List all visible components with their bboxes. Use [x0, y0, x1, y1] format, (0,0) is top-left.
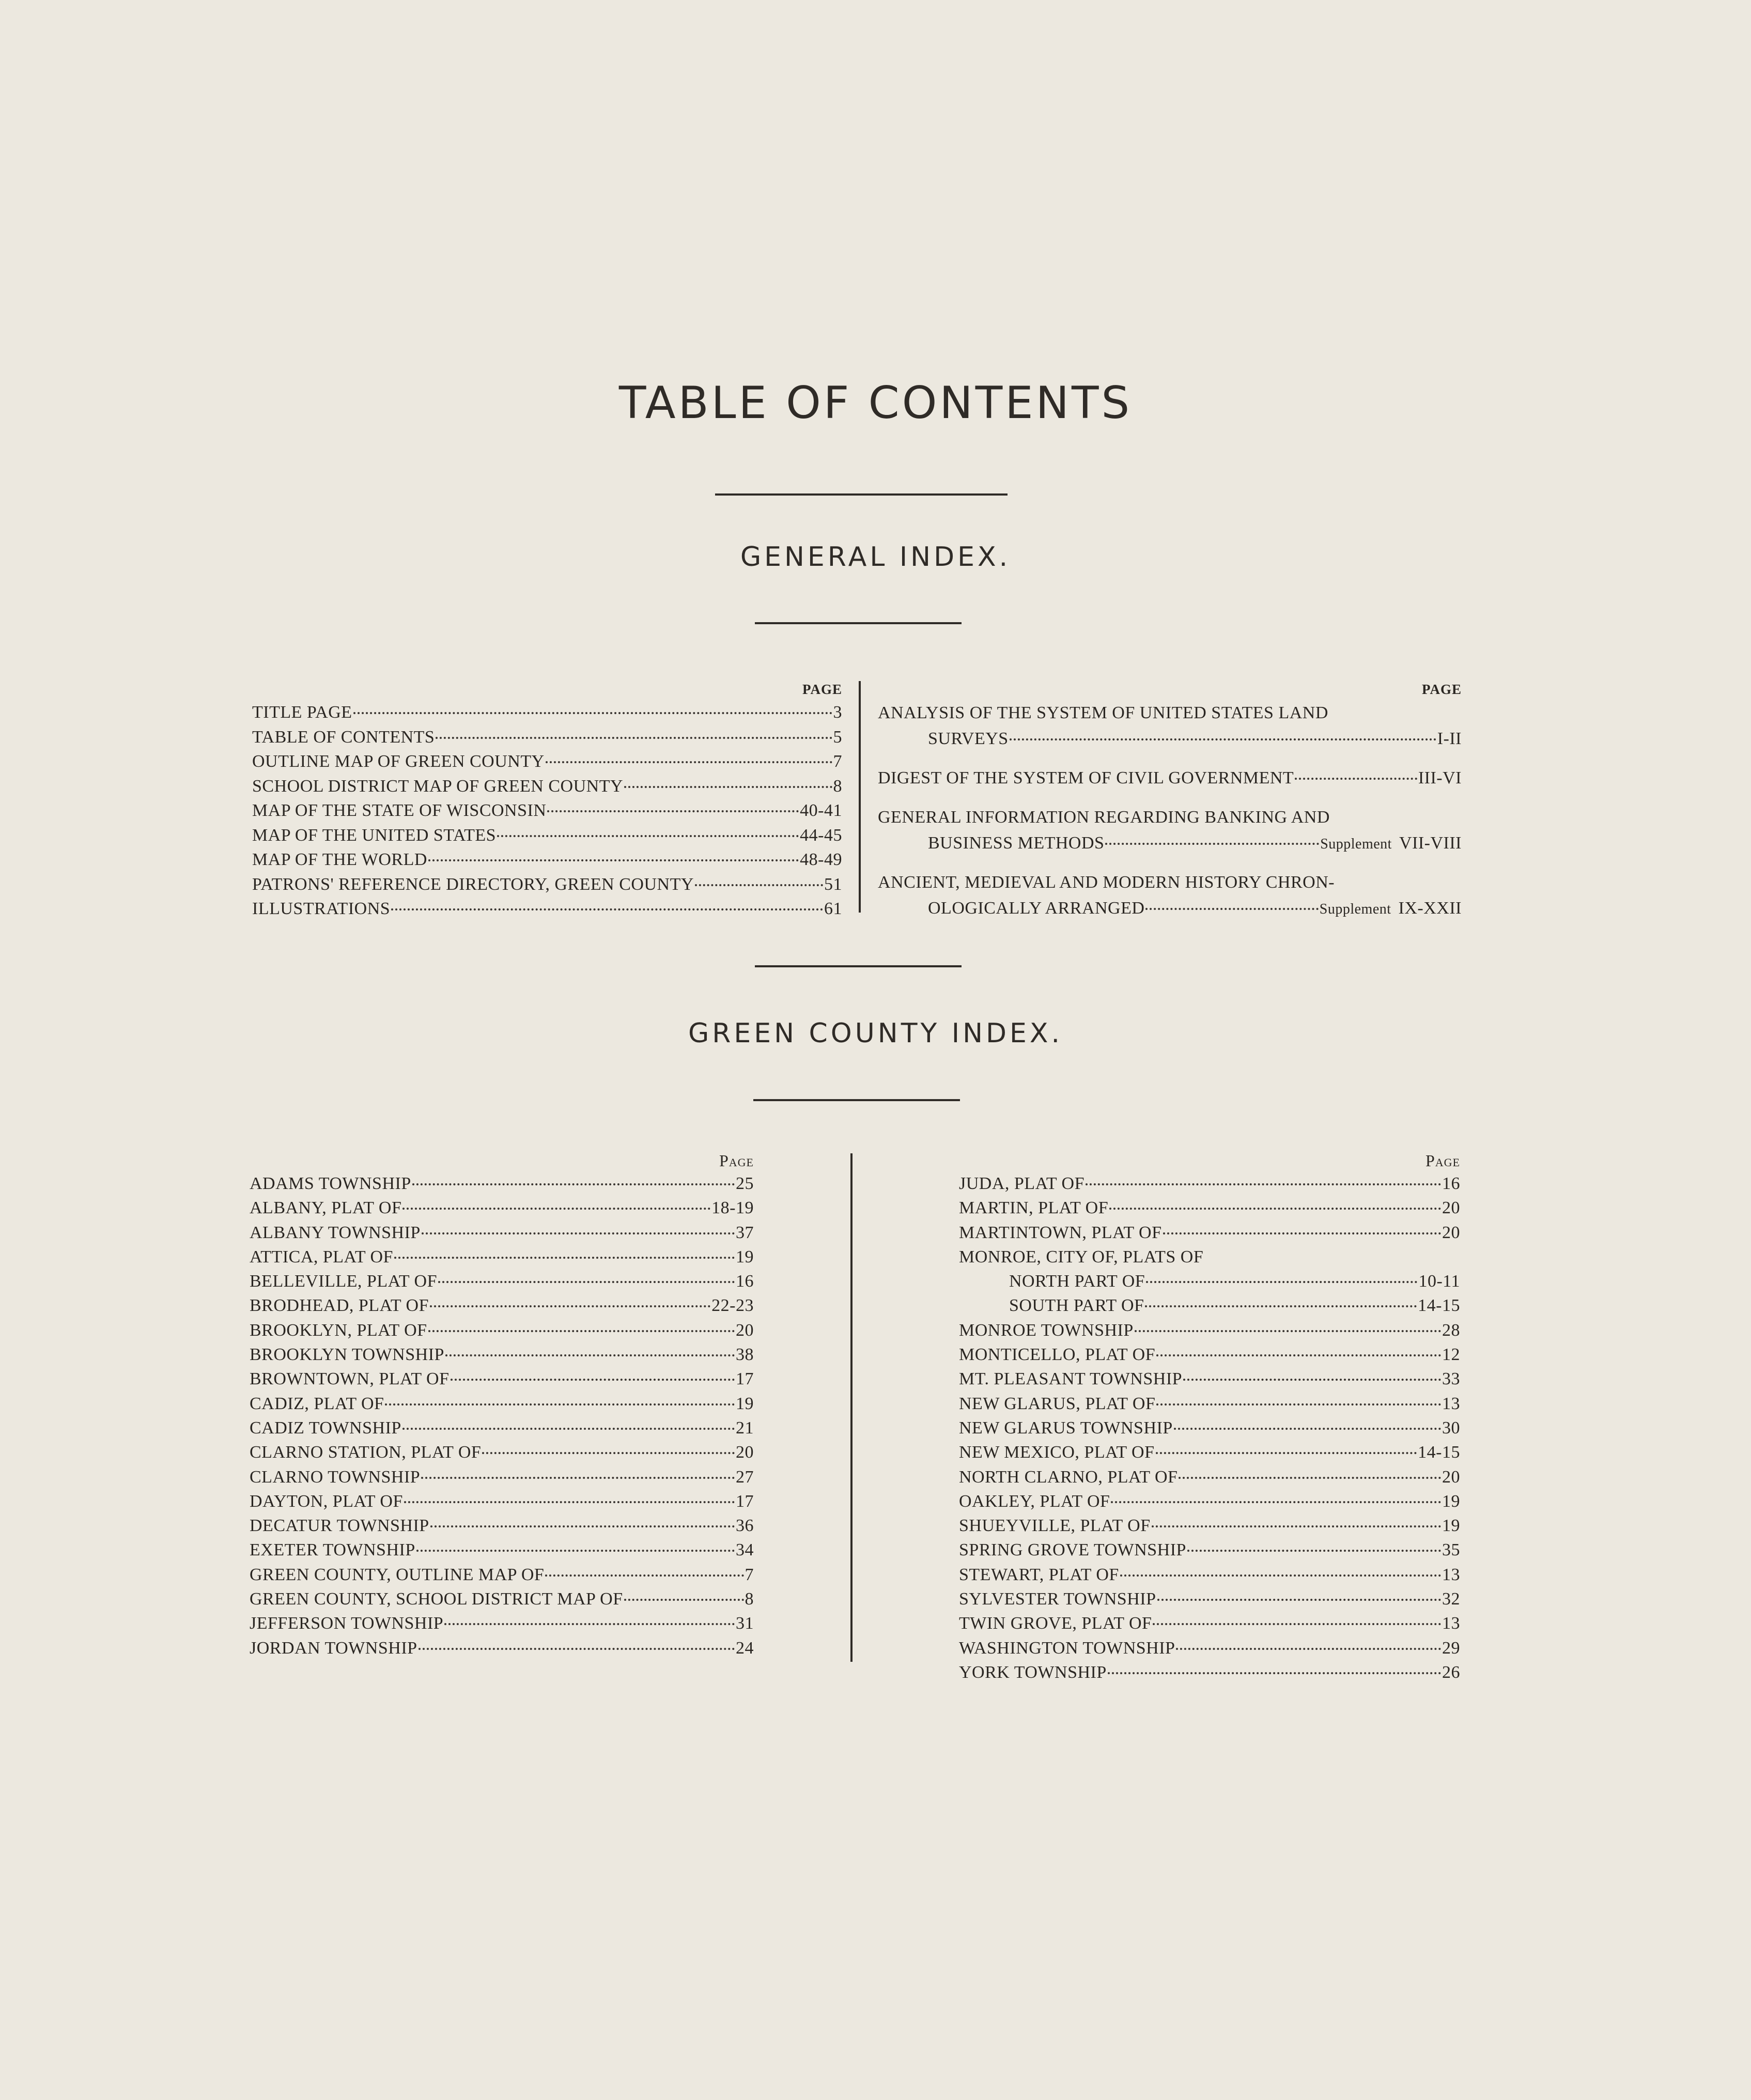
entry-page: IX-XXII — [1398, 899, 1462, 918]
dot-leader — [1109, 1208, 1441, 1210]
entry-label: MARTIN, PLAT OF — [959, 1198, 1109, 1218]
general-index-divider — [859, 681, 861, 913]
entry-page: 19 — [1442, 1491, 1460, 1511]
dot-leader — [1105, 843, 1319, 845]
entry-label: OUTLINE MAP OF GREEN COUNTY — [252, 752, 545, 771]
entry-page: 31 — [736, 1614, 754, 1633]
index-entry — [252, 700, 842, 725]
dot-leader — [1086, 1183, 1441, 1185]
entry-label: MONROE TOWNSHIP — [959, 1320, 1134, 1340]
index-entry — [959, 1465, 1460, 1489]
entry-page: 40-41 — [800, 801, 842, 820]
index-entry — [250, 1563, 754, 1587]
index-entry — [252, 725, 842, 750]
entry-page: 28 — [1442, 1320, 1460, 1340]
entry-label: CLARNO TOWNSHIP — [250, 1467, 421, 1487]
index-entry — [250, 1489, 754, 1514]
general-index-right-column — [878, 678, 1462, 935]
entry-label: JORDAN TOWNSHIP — [250, 1638, 417, 1658]
entry-label: SHUEYVILLE, PLAT OF — [959, 1516, 1151, 1536]
entry-label: SYLVESTER TOWNSHIP — [959, 1589, 1156, 1609]
dot-leader — [1135, 1330, 1441, 1332]
entry-label: BRODHEAD, PLAT OF — [250, 1296, 429, 1316]
entry-page: 32 — [1442, 1589, 1460, 1609]
entry-page: VII-VIII — [1399, 833, 1462, 853]
entry-page: 20 — [736, 1320, 754, 1340]
index-entry — [959, 1514, 1460, 1538]
entry-label: BUSINESS METHODS — [928, 833, 1105, 853]
entry-label-line: GENERAL INFORMATION REGARDING BANKING AND — [878, 808, 1330, 827]
entry-label: MONTICELLO, PLAT OF — [959, 1345, 1156, 1365]
page-column-header: PAGE — [802, 682, 842, 697]
index-entry — [250, 1171, 754, 1196]
entry-label: JUDA, PLAT OF — [959, 1174, 1084, 1193]
dot-leader — [353, 712, 832, 714]
page-column-header: Page — [719, 1151, 754, 1170]
dot-leader — [1295, 778, 1417, 780]
general-index-heading: GENERAL INDEX. — [740, 542, 1011, 573]
dot-leader — [419, 1648, 735, 1650]
general-index-rule-top — [755, 622, 962, 624]
dot-leader — [421, 1477, 735, 1479]
index-entry — [250, 1538, 754, 1562]
dot-leader — [416, 1550, 735, 1552]
entry-label: TWIN GROVE, PLAT OF — [959, 1614, 1152, 1633]
general-index-right-list — [878, 700, 1462, 921]
dot-leader — [1157, 1599, 1442, 1601]
entry-label-line: ANALYSIS OF THE SYSTEM OF UNITED STATES LAND — [878, 703, 1328, 722]
entry-label: BROOKLYN TOWNSHIP — [250, 1345, 444, 1365]
index-entry — [959, 1440, 1460, 1464]
entry-label: ALBANY TOWNSHIP — [250, 1223, 421, 1242]
entry-page: 14-15 — [1418, 1296, 1460, 1316]
entry-label: MAP OF THE STATE OF WISCONSIN — [252, 801, 547, 820]
general-index-left-list — [252, 700, 842, 921]
entry-page: 29 — [1442, 1638, 1460, 1658]
index-entry — [959, 1636, 1460, 1660]
dot-leader — [428, 1330, 735, 1332]
dot-leader — [1145, 1305, 1417, 1307]
dot-leader — [394, 1257, 735, 1259]
entry-line — [878, 765, 1462, 791]
entry-page: 37 — [736, 1223, 754, 1242]
entry-page: 25 — [736, 1174, 754, 1193]
entry-label: OAKLEY, PLAT OF — [959, 1491, 1110, 1511]
dot-leader — [430, 1305, 710, 1307]
entry-label: GREEN COUNTY, OUTLINE MAP OF — [250, 1565, 545, 1584]
index-entry — [959, 1611, 1460, 1635]
entry-label: ALBANY, PLAT OF — [250, 1198, 402, 1218]
entry-label: DIGEST OF THE SYSTEM OF CIVIL GOVERNMENT — [878, 768, 1294, 788]
entry-label: MAP OF THE UNITED STATES — [252, 825, 497, 845]
entry-label: BROOKLYN, PLAT OF — [250, 1320, 427, 1340]
entry-label-line: ANCIENT, MEDIEVAL AND MODERN HISTORY CHRON- — [878, 873, 1335, 892]
entry-label: ILLUSTRATIONS — [252, 899, 391, 918]
index-entry — [250, 1465, 754, 1489]
entry-page: 7 — [745, 1565, 754, 1584]
entry-page: 21 — [736, 1418, 754, 1438]
index-entry — [959, 1489, 1460, 1514]
index-entry — [959, 1587, 1460, 1611]
entry-page: 38 — [736, 1345, 754, 1365]
entry-label: NEW GLARUS, PLAT OF — [959, 1394, 1156, 1413]
general-index-entry — [878, 870, 1462, 921]
green-county-index-divider — [850, 1153, 853, 1662]
general-index-left-column — [252, 678, 842, 921]
index-entry — [252, 897, 842, 921]
dot-leader — [1120, 1574, 1441, 1577]
index-entry — [252, 749, 842, 774]
entry-page: 26 — [1442, 1662, 1460, 1682]
entry-label: OLOGICALLY ARRANGED — [928, 899, 1145, 918]
entry-label: EXETER TOWNSHIP — [250, 1540, 415, 1560]
dot-leader — [422, 1232, 735, 1234]
entry-page: 13 — [1442, 1565, 1460, 1584]
index-entry — [959, 1293, 1460, 1318]
dot-leader — [1183, 1379, 1441, 1381]
entry-page: 30 — [1442, 1418, 1460, 1438]
index-entry — [250, 1587, 754, 1611]
dot-leader — [497, 835, 799, 837]
dot-leader — [1156, 1452, 1417, 1454]
entry-label: CADIZ TOWNSHIP — [250, 1418, 401, 1438]
entry-label: BROWNTOWN, PLAT OF — [250, 1369, 450, 1389]
dot-leader — [404, 1501, 735, 1503]
dot-leader — [391, 908, 823, 910]
index-entry — [252, 847, 842, 872]
entry-page: 44-45 — [800, 825, 842, 845]
entry-page: 13 — [1442, 1394, 1460, 1413]
entry-page: I-II — [1437, 729, 1462, 748]
dot-leader — [451, 1379, 735, 1381]
index-entry — [250, 1392, 754, 1416]
entry-page: 16 — [736, 1272, 754, 1291]
entry-label: PATRONS' REFERENCE DIRECTORY, GREEN COUNTY — [252, 874, 694, 894]
entry-page: 24 — [736, 1638, 754, 1658]
entry-label: NEW MEXICO, PLAT OF — [959, 1443, 1155, 1462]
page-column-header: PAGE — [1422, 682, 1462, 697]
dot-leader — [1108, 1672, 1441, 1674]
dot-leader — [428, 859, 799, 861]
dot-leader — [624, 786, 832, 788]
index-entry — [959, 1171, 1460, 1196]
entry-label: WASHINGTON TOWNSHIP — [959, 1638, 1175, 1658]
general-index-rule-bottom — [755, 965, 962, 967]
entry-line — [878, 830, 1462, 856]
index-entry — [250, 1611, 754, 1635]
entry-page: 10-11 — [1418, 1272, 1460, 1291]
dot-leader — [1156, 1354, 1441, 1356]
entry-label: TITLE PAGE — [252, 703, 352, 722]
dot-leader — [402, 1208, 710, 1210]
dot-leader — [438, 1281, 735, 1283]
dot-leader — [1145, 908, 1318, 910]
entry-page: 8 — [833, 776, 842, 796]
entry-page: 48-49 — [800, 850, 842, 869]
index-entry — [250, 1416, 754, 1440]
entry-page: 19 — [736, 1247, 754, 1267]
dot-leader — [1153, 1623, 1441, 1625]
index-entry — [959, 1416, 1460, 1440]
entry-label: TABLE OF CONTENTS — [252, 727, 435, 747]
dot-leader — [545, 1574, 743, 1577]
entry-label: GREEN COUNTY, SCHOOL DISTRICT MAP OF — [250, 1589, 623, 1609]
dot-leader — [1152, 1525, 1441, 1527]
entry-page: 19 — [1442, 1516, 1460, 1536]
index-entry — [959, 1196, 1460, 1220]
entry-page: 20 — [1442, 1223, 1460, 1242]
index-entry — [959, 1367, 1460, 1391]
dot-leader — [430, 1525, 735, 1527]
entry-page: 20 — [1442, 1198, 1460, 1218]
entry-note: Supplement — [1319, 901, 1391, 917]
index-entry — [252, 774, 842, 799]
entry-page: 34 — [736, 1540, 754, 1560]
entry-label: NEW GLARUS TOWNSHIP — [959, 1418, 1173, 1438]
index-entry — [959, 1342, 1460, 1367]
entry-page: 7 — [833, 752, 842, 771]
entry-label: SPRING GROVE TOWNSHIP — [959, 1540, 1186, 1560]
index-entry — [959, 1221, 1460, 1245]
entry-page: 61 — [824, 899, 842, 918]
index-entry-heading: MONROE, CITY OF, PLATS OF — [959, 1247, 1204, 1267]
index-entry — [252, 823, 842, 848]
entry-label: DAYTON, PLAT OF — [250, 1491, 403, 1511]
general-index-entry — [878, 700, 1462, 752]
index-entry — [250, 1318, 754, 1342]
green-county-index-heading: GREEN COUNTY INDEX. — [688, 1018, 1063, 1049]
entry-page: III-VI — [1418, 768, 1462, 788]
dot-leader — [624, 1599, 744, 1601]
entry-page: 51 — [824, 874, 842, 894]
index-entry — [250, 1514, 754, 1538]
dot-leader — [1146, 1281, 1417, 1283]
entry-label: NORTH PART OF — [1009, 1272, 1145, 1291]
dot-leader — [695, 884, 823, 886]
entry-note: Supplement — [1320, 836, 1392, 852]
entry-label: MARTINTOWN, PLAT OF — [959, 1223, 1162, 1242]
green-county-index-left-list — [250, 1171, 754, 1660]
entry-page: 19 — [736, 1394, 754, 1413]
entry-label: ADAMS TOWNSHIP — [250, 1174, 411, 1193]
index-entry — [959, 1269, 1460, 1293]
entry-label: CLARNO STATION, PLAT OF — [250, 1443, 482, 1462]
general-index-entry — [878, 765, 1462, 791]
entry-label: SURVEYS — [928, 729, 1009, 748]
entry-line — [878, 726, 1462, 752]
entry-page: 5 — [833, 727, 842, 747]
index-entry — [252, 798, 842, 823]
index-entry — [959, 1538, 1460, 1562]
entry-label: MT. PLEASANT TOWNSHIP — [959, 1369, 1183, 1389]
dot-leader — [412, 1183, 735, 1185]
entry-label: STEWART, PLAT OF — [959, 1565, 1119, 1584]
dot-leader — [546, 761, 832, 763]
entry-label: JEFFERSON TOWNSHIP — [250, 1614, 444, 1633]
dot-leader — [1010, 738, 1436, 740]
index-entry — [250, 1221, 754, 1245]
entry-label: BELLEVILLE, PLAT OF — [250, 1272, 438, 1291]
dot-leader — [444, 1623, 735, 1625]
index-entry — [959, 1660, 1460, 1685]
entry-label: DECATUR TOWNSHIP — [250, 1516, 429, 1536]
index-entry — [250, 1269, 754, 1293]
dot-leader — [1163, 1232, 1442, 1234]
dot-leader — [1176, 1648, 1441, 1650]
entry-page: 27 — [736, 1467, 754, 1487]
dot-leader — [445, 1354, 735, 1356]
entry-page: 16 — [1442, 1174, 1460, 1193]
entry-page: 12 — [1442, 1345, 1460, 1365]
page-title: TABLE OF CONTENTS — [618, 377, 1133, 429]
entry-page: 22-23 — [711, 1296, 754, 1316]
entry-page: 17 — [736, 1369, 754, 1389]
green-county-index-left-column — [250, 1150, 754, 1660]
entry-label: ATTICA, PLAT OF — [250, 1247, 393, 1267]
entry-page: 20 — [1442, 1467, 1460, 1487]
entry-page: 3 — [833, 703, 842, 722]
entry-page: 20 — [736, 1443, 754, 1462]
index-entry — [250, 1342, 754, 1367]
index-entry — [250, 1367, 754, 1391]
entry-label: NORTH CLARNO, PLAT OF — [959, 1467, 1178, 1487]
index-entry — [250, 1636, 754, 1660]
entry-label: YORK TOWNSHIP — [959, 1662, 1107, 1682]
green-county-index-right-list — [959, 1171, 1460, 1685]
index-entry — [959, 1392, 1460, 1416]
entry-page: 17 — [736, 1491, 754, 1511]
dot-leader — [1179, 1477, 1441, 1479]
entry-page: 35 — [1442, 1540, 1460, 1560]
entry-label: CADIZ, PLAT OF — [250, 1394, 384, 1413]
index-entry — [250, 1196, 754, 1220]
green-county-index-right-column — [959, 1150, 1460, 1685]
index-entry — [959, 1563, 1460, 1587]
dot-leader — [1111, 1501, 1441, 1503]
dot-leader — [385, 1403, 735, 1406]
index-entry — [250, 1293, 754, 1318]
index-entry — [250, 1245, 754, 1269]
dot-leader — [402, 1428, 735, 1430]
entry-label: SOUTH PART OF — [1009, 1296, 1144, 1316]
entry-label: SCHOOL DISTRICT MAP OF GREEN COUNTY — [252, 776, 624, 796]
index-entry — [250, 1440, 754, 1464]
index-entry — [252, 872, 842, 897]
entry-page: 14-15 — [1418, 1443, 1460, 1462]
dot-leader — [1187, 1550, 1441, 1552]
page-column-header: Page — [1425, 1151, 1460, 1170]
entry-page: 8 — [745, 1589, 754, 1609]
green-county-index-rule — [753, 1099, 960, 1101]
dot-leader — [1174, 1428, 1441, 1430]
general-index-entry — [878, 805, 1462, 856]
dot-leader — [482, 1452, 735, 1454]
entry-line — [878, 895, 1462, 921]
dot-leader — [436, 737, 832, 739]
index-entry — [959, 1318, 1460, 1342]
dot-leader — [547, 810, 799, 812]
dot-leader — [1156, 1403, 1441, 1406]
entry-page: 36 — [736, 1516, 754, 1536]
entry-page: 13 — [1442, 1614, 1460, 1633]
entry-page: 33 — [1442, 1369, 1460, 1389]
entry-label: MAP OF THE WORLD — [252, 850, 427, 869]
entry-page: 18-19 — [711, 1198, 754, 1218]
title-rule — [715, 493, 1008, 496]
